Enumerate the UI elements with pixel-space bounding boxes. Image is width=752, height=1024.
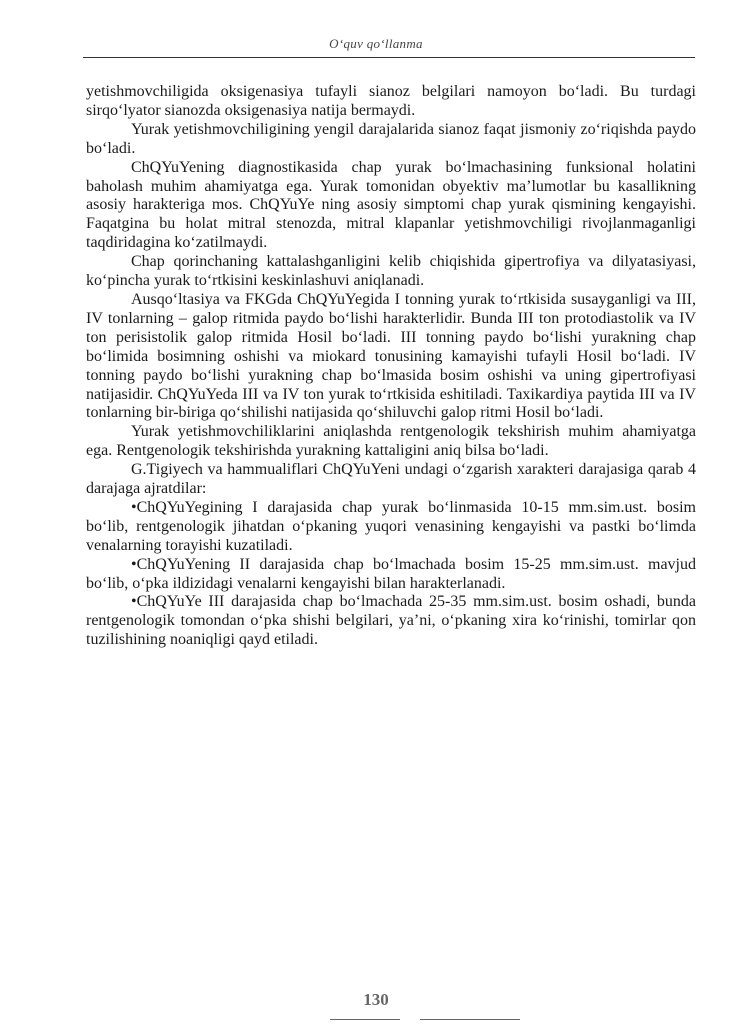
footer-rule-right <box>420 1019 520 1020</box>
paragraph-continuation: yetishmovchiligida oksigenasiya tufayli sianoz belgilari namoyon bo‘ladi. Bu turdagi sirqo‘lyator sianozda oksigenasiya natija bermaydi. <box>86 83 696 119</box>
list-item: •ChQYuYegining I darajasida chap yurak bo‘linmasida 10-15 mm.sim.ust. bosim bo‘lib, rentgenologik jihatdan o‘pkaning yuqori venasining kengayishi va pastki bo‘limda venalarning torayishi kuzatiladi. <box>86 498 696 554</box>
paragraph: Yurak yetishmovchiligining yengil darajalarida sianoz faqat jismoniy zo‘riqishda paydo bo‘ladi. <box>86 120 696 157</box>
paragraph: Ausqo‘ltasiya va FKGda ChQYuYegida I tonning yurak to‘rtkisida susayganligi va III, IV tonlarning – galop ritmida paydo bo‘lishi harakterlidir. Bunda III ton protodiastolik va IV ton perisistolik galop ritmida Hosil bo‘ladi. III tonning paydo bo‘lishi yurakning chap bo‘limida bosimning oshishi va miokard tonusining kamayishi tufayli Hosil bo‘ladi. IV tonning paydo bo‘lishi yurakning chap bo‘lmasida bosim oshishi va uning gipertrofiyasi natijasidir. ChQYuYeda III va IV ton yurak to‘rtkisida eshitiladi. Taxikardiya paytida III va IV tonlarning bir-biriga qo‘shilishi natijasida qo‘shiluvchi galop ritmi Hosil bo‘ladi. <box>86 290 696 422</box>
header-rule <box>83 57 695 58</box>
paragraph: ChQYuYening diagnostikasida chap yurak bo‘lmachasining funksional holatini baholash muhim ahamiyatga ega. Yurak tomonidan obyektiv ma’lumotlar bu kasallikning asosiy harakteriga mos. ChQYuYe ning asosiy simptomi chap yurak qismining kengayishi. Faqatgina bu holat mitral stenozda, mitral klapanlar yetishmovchiligi rivojlanmaganligi taqdiridagina ko‘zatilmaydi. <box>86 158 696 252</box>
footer-rule-left <box>330 1019 400 1020</box>
paragraph: Chap qorinchaning kattalashganligini kelib chiqishida gipertrofiya va dilyatasiyasi, ko‘pincha yurak to‘rtkisini keskinlashuvi aniqlanadi. <box>86 253 696 290</box>
body-text <box>86 83 696 650</box>
page-number: 130 <box>363 990 389 1009</box>
running-header: O‘quv qo‘llanma <box>329 36 423 51</box>
paragraph: G.Tigiyech va hammualiflari ChQYuYeni undagi o‘zgarish xarakteri darajasiga qarab 4 darajaga ajratdilar: <box>86 461 696 498</box>
paragraph: Yurak yetishmovchiliklarini aniqlashda rentgenologik tekshirish muhim ahamiyatga ega. Rentgenologik tekshirishda yurakning kattaligini aniq bilsa bo‘ladi. <box>86 423 696 460</box>
list-item: •ChQYuYe III darajasida chap bo‘lmachada 25-35 mm.sim.ust. bosim oshadi, bunda rentgenologik tomondan o‘pka shishi belgilari, ya’ni, o‘pkaning xira ko‘rinishi, tomirlar qon tuzilishining noaniqligi qayd etiladi. <box>86 593 696 649</box>
list-item: •ChQYuYening II darajasida chap bo‘lmachada bosim 15-25 mm.sim.ust. mavjud bo‘lib, o‘pka ildizidagi venalarni kengayishi bilan harakterlanadi. <box>86 555 696 592</box>
